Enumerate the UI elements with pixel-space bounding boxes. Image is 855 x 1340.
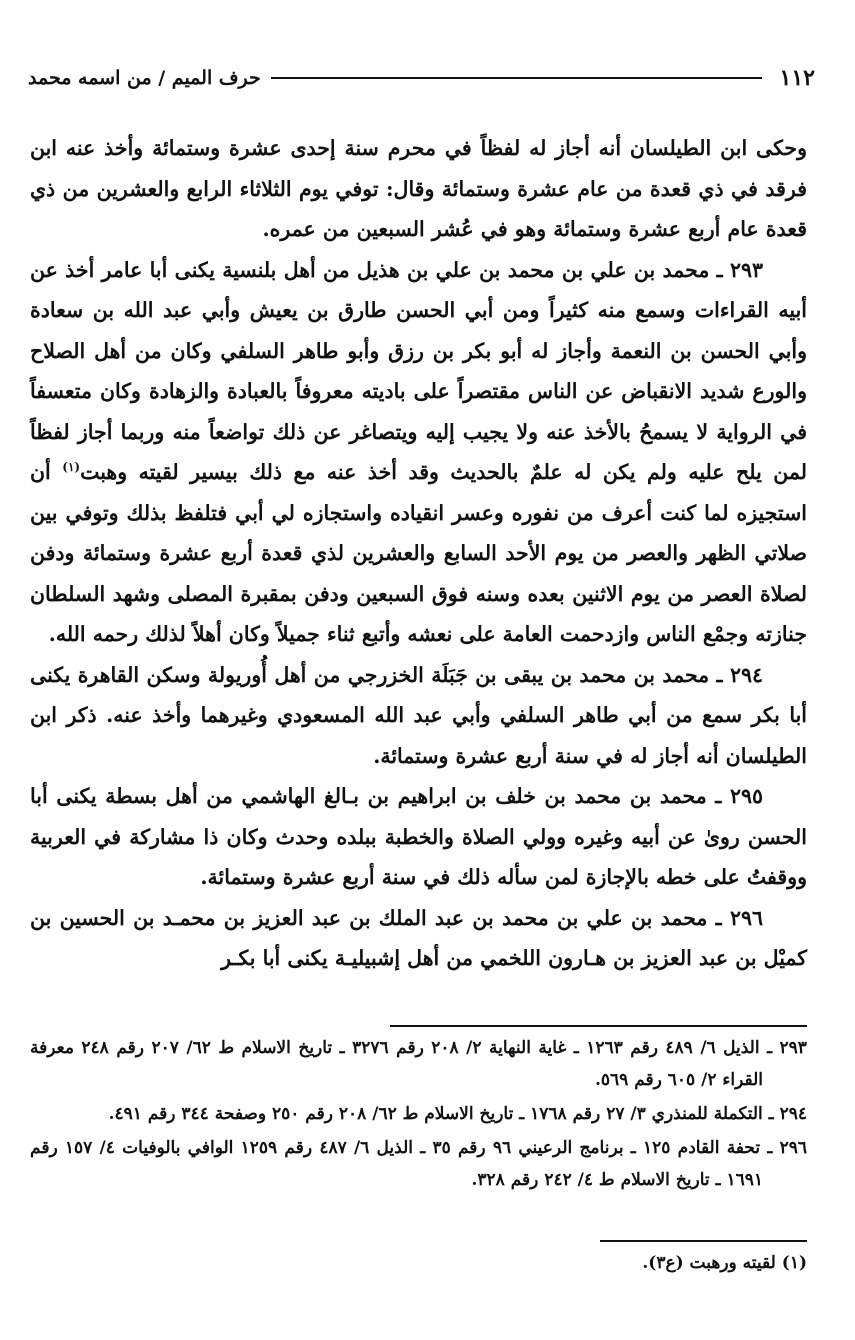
- source-notes: [30, 1032, 807, 1198]
- footnote-reference: (١): [62, 460, 81, 475]
- note-293: ٢٩٣ ـ الذيل ٦/ ٤٨٩ رقم ١٢٦٣ ـ غاية النهاية ٢/ ٢٠٨ رقم ٣٢٧٦ ـ تاريخ الاسلام ط ٦٢/ ٢٠٧ رقم ٢٤٨ معرفة القراء ٢/ ٦٠٥ رقم ٥٦٩.: [30, 1038, 807, 1090]
- header-rule: [271, 77, 762, 79]
- entry-293-text-b: أن استجيزه لما كنت أعرف من نفوره وعسر انقياده واستجازه لي أبي فتلفظ بذلك وتوفي بين صلاتي الظهر والعصر من يوم الأحد السابع والعشرين لذي قعدة أربع عشرة وستمائة ودفن لصلاة العصر من يوم الاثنين بعده وسنه فوق السبعين ودفن بمقبرة المصلى وشهد السلطان جنازته وجمْع الناس وازدحمت العامة على نعشه وأتبع ثناء جميلاً وكان أهلاً لذلك رحمه الله.: [30, 460, 807, 646]
- notes-divider: [390, 1025, 807, 1027]
- paragraph-continuation: وحكى ابن الطيلسان أنه أجاز له لفظاً في محرم سنة إحدى عشرة وستمائة وأخذ عنه ابن فرقد في ذي قعدة من عام عشرة وستمائة وقال: توفي يوم الثلاثاء الرابع والعشرين من ذي قعدة عام أربع عشرة وستمائة وهو في عُشر السبعين من عمره.: [30, 136, 807, 241]
- footnote-1: (١) لقيته ورهبت (ع٣).: [642, 1253, 807, 1273]
- note-294: ٢٩٤ ـ التكملة للمنذري ٣/ ٢٧ رقم ١٧٦٨ ـ تاريخ الاسلام ط ٦٢/ ٢٠٨ رقم ٢٥٠ وصفحة ٣٤٤ رقم ٤٩١.: [108, 1104, 807, 1124]
- entry-296: ٢٩٦ ـ محمد بن علي بن محمد بن عبد الملك بن عبد العزيز بن محمـد بن الحسين بن كميْل بن عبد العزيز بن هـارون اللخمي من أهل إشبيليـة يكنى أبا بكـر: [30, 905, 807, 970]
- entry-293: [30, 250, 807, 655]
- page-number: ١١٢: [779, 65, 815, 91]
- main-text: [30, 128, 807, 979]
- running-title: حرف الميم / من اسمه محمد: [28, 67, 261, 89]
- entry-294: ٢٩٤ ـ محمد بن محمد بن يبقى بن جَبَلَة الخزرجي من أهل أُوريولة وسكن القاهرة يكنى أبا بكر سمع من أبي طاهر السلفي وأبي عبد الله المسعودي وغيرهما وأخذ عنه. ذكر ابن الطيلسان أنه أجاز له في سنة أربع عشرة وستمائة.: [30, 662, 807, 768]
- entry-295: ٢٩٥ ـ محمد بن محمد بن خلف بن ابراهيم بن بـالغ الهاشمي من أهل بسطة يكنى أبا الحسن روىٰ عن أبيه وغيره وولي الصلاة والخطبة ببلده وحدث وكان ذا مشاركة في العربية ووقفتُ على خطه بالإجازة لمن سأله ذلك في سنة أربع عشرة وستمائة.: [30, 784, 807, 889]
- footnote-divider: [600, 1240, 807, 1242]
- entry-293-text-a: ٢٩٣ ـ محمد بن علي بن محمد بن علي بن هذيل من أهل بلنسية يكنى أبا عامر أخذ عن أبيه القراءات وسمع منه كثيراً ومن أبي الحسن طارق بن يعيش وأبي عبد الله بن سعادة وأبي الحسن بن النعمة وأجاز له أبو بكر بن رزق وأبو طاهر السلفي وكان من أهل الصلاح والورع شديد الانقباض عن الناس مقتصراً على باديته معروفاً بالعبادة والزهادة وكان متعسفاً في الرواية لا يسمحُ بالأخذ عنه ولا يجيب إليه ويتصاغر عن ذلك تواضعاً منه وربما أجاز لفظاً لمن يلح عليه ولم يكن له علمٌ بالحديث وقد أخذ عنه مع ذلك بيسير لقيته وهبت: [30, 257, 807, 484]
- running-header: [28, 58, 815, 98]
- note-296: ٢٩٦ ـ تحفة القادم ١٢٥ ـ برنامج الرعيني ٩٦ رقم ٣٥ ـ الذيل ٦/ ٤٨٧ رقم ١٢٥٩ الوافي بالوفيات ٤/ ١٥٧ رقم ١٦٩١ ـ تاريخ الاسلام ط ٤/ ٢٤٢ رقم ٣٢٨.: [30, 1138, 807, 1190]
